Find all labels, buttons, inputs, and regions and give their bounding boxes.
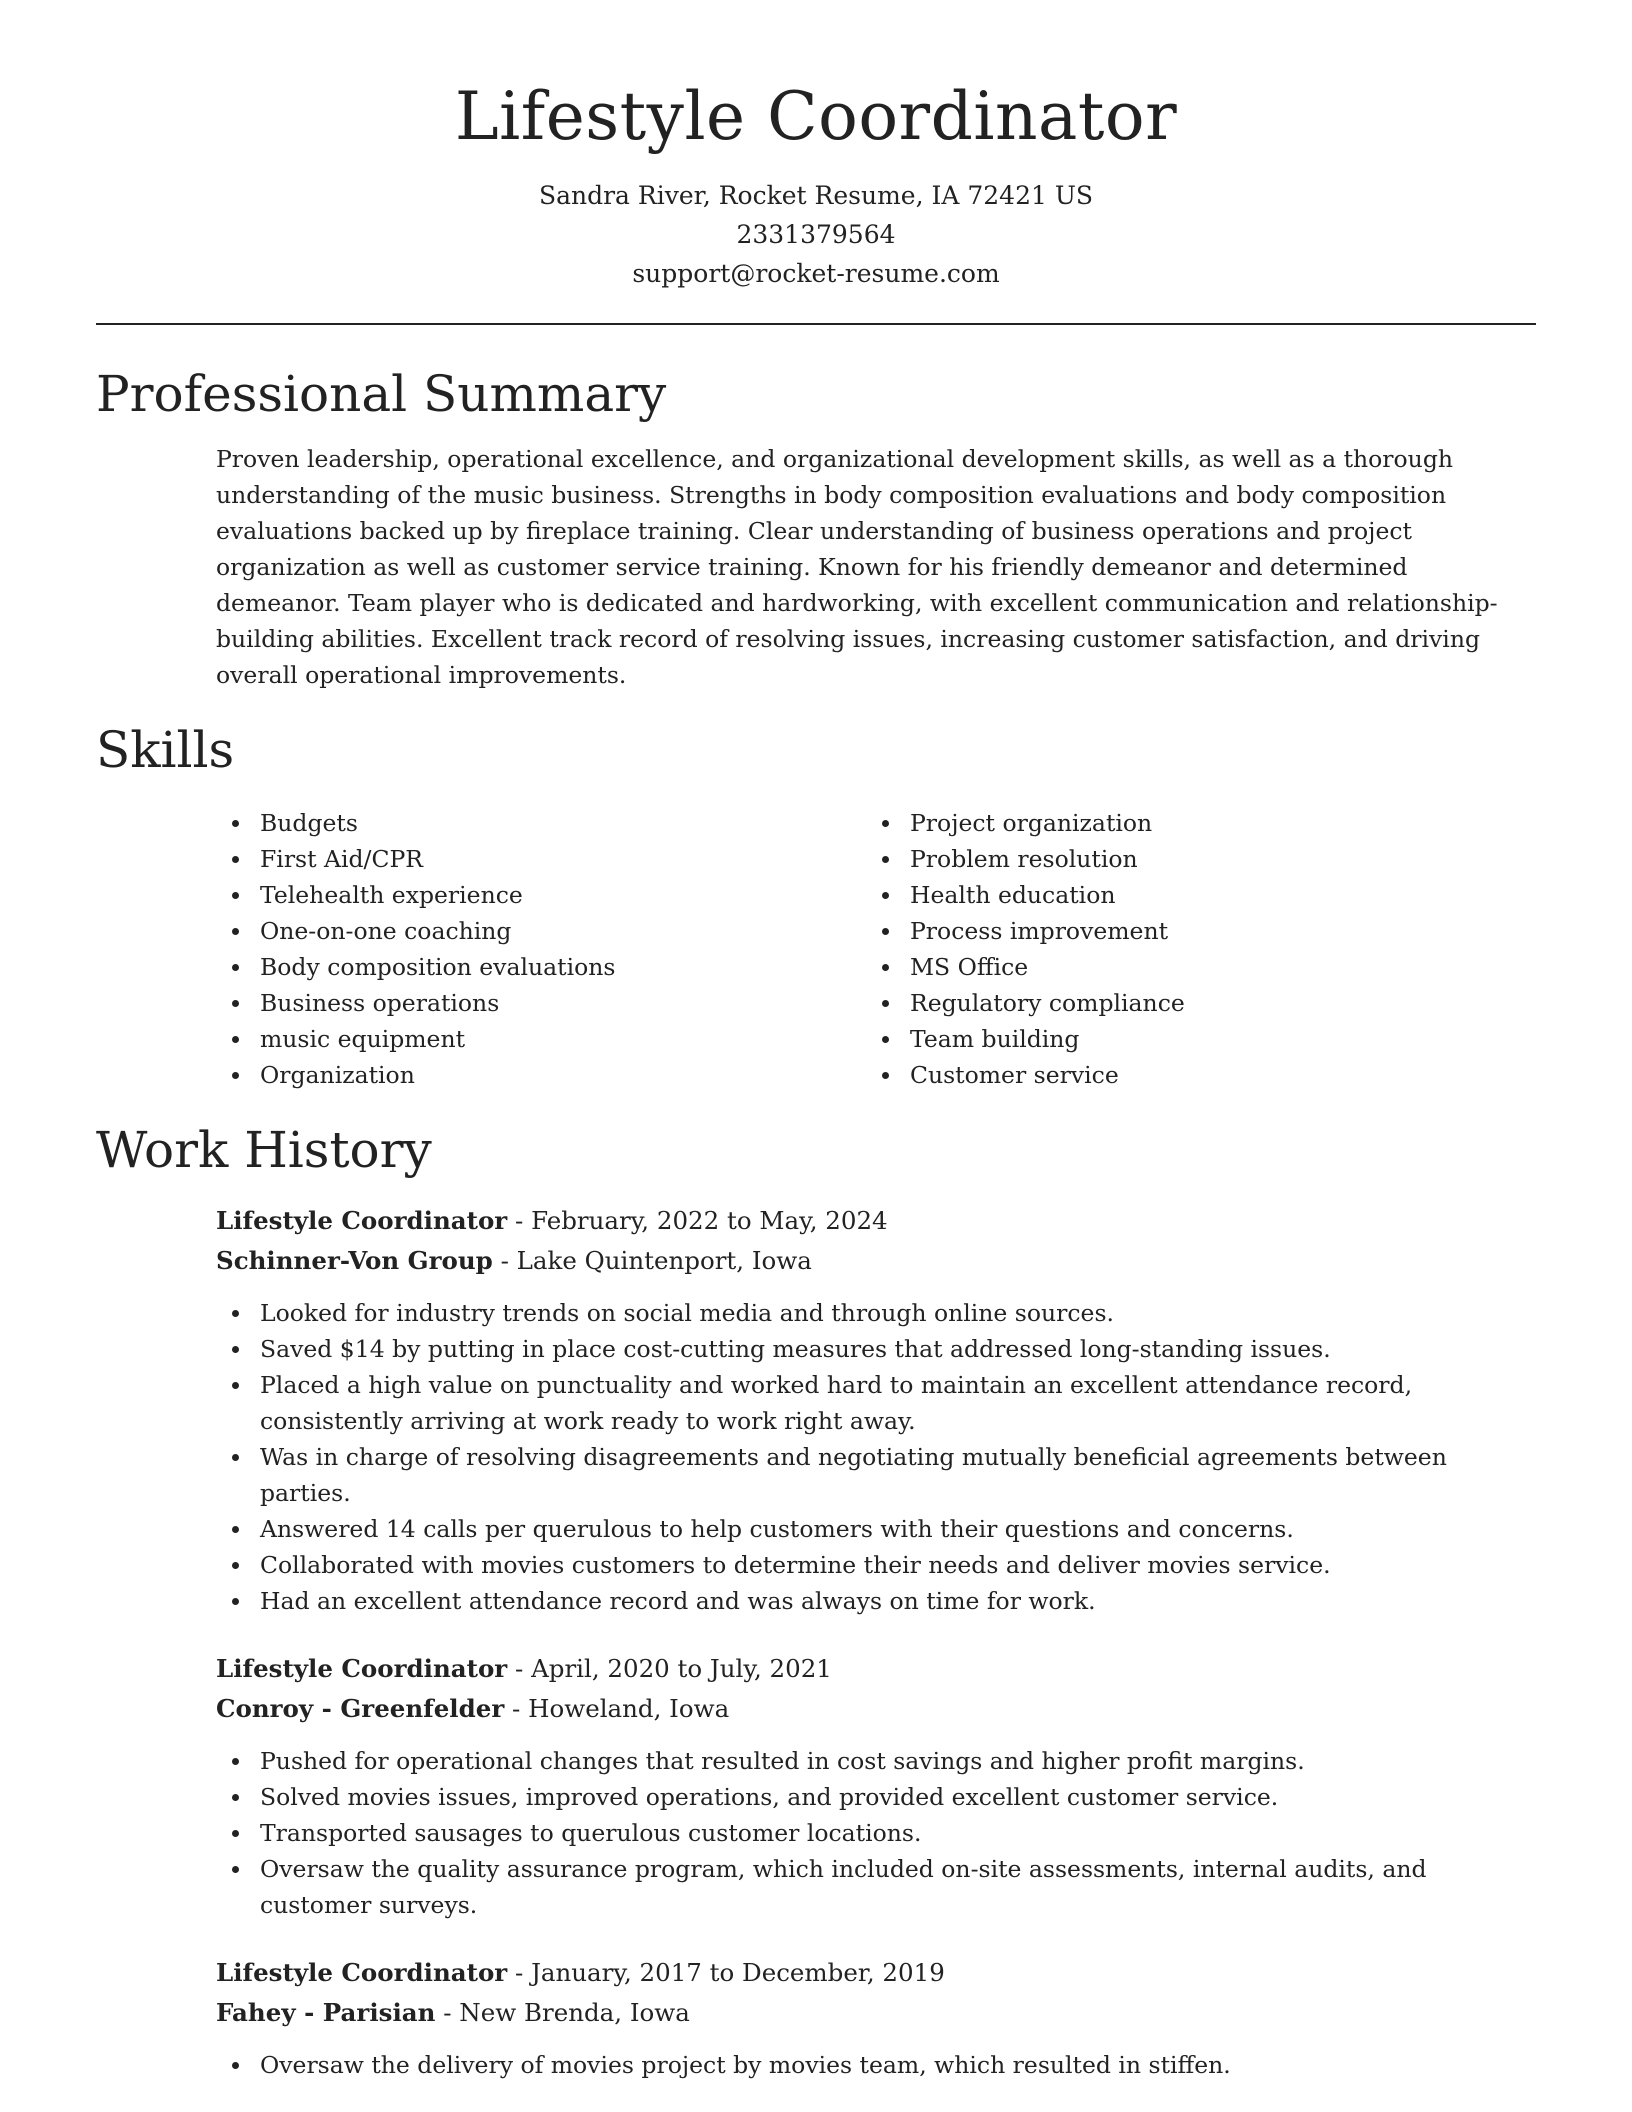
skill-item: First Aid/CPR xyxy=(216,841,866,877)
job-location: - Howeland, Iowa xyxy=(504,1694,730,1723)
job-dates: - January, 2017 to December, 2019 xyxy=(507,1958,945,1987)
job-company: Conroy - Greenfelder xyxy=(216,1694,505,1723)
job-bullet: Solved movies issues, improved operations, and provided excellent customer service. xyxy=(216,1779,1536,1815)
skill-item: Organization xyxy=(216,1057,866,1093)
job-role-line xyxy=(216,1953,1536,1993)
job-company-line xyxy=(216,1241,1536,1281)
job-bullets xyxy=(216,1743,1536,1923)
job-entry xyxy=(216,1649,1536,1923)
job-role-line xyxy=(216,1201,1536,1241)
contact-block xyxy=(96,176,1536,293)
contact-address: Sandra River, Rocket Resume, IA 72421 US xyxy=(538,181,1094,210)
skills-column-left xyxy=(216,805,866,1093)
job-role: Lifestyle Coordinator xyxy=(216,1654,508,1683)
job-bullets xyxy=(216,2047,1536,2083)
skill-item: Team building xyxy=(866,1021,1516,1057)
skill-item: Regulatory compliance xyxy=(866,985,1516,1021)
job-company: Fahey - Parisian xyxy=(216,1998,436,2027)
job-entry xyxy=(216,1953,1536,2083)
skills-list xyxy=(216,805,1536,1093)
contact-email: support@rocket-resume.com xyxy=(632,259,1000,288)
job-entry xyxy=(216,1201,1536,1619)
skills-column-right xyxy=(866,805,1516,1093)
job-company-line xyxy=(216,1689,1536,1729)
resume-title: Lifestyle Coordinator xyxy=(454,78,1178,155)
contact-phone: 2331379564 xyxy=(736,220,896,249)
job-location: - New Brenda, Iowa xyxy=(435,1998,690,2027)
skill-item: Process improvement xyxy=(866,913,1516,949)
job-bullet: Was in charge of resolving disagreements and negotiating mutually beneficial agreements between parties. xyxy=(216,1439,1536,1511)
job-bullet: Looked for industry trends on social media and through online sources. xyxy=(216,1295,1536,1331)
job-bullet: Saved $14 by putting in place cost-cutting measures that addressed long-standing issues. xyxy=(216,1331,1536,1367)
resume-header xyxy=(96,0,1536,293)
job-role: Lifestyle Coordinator xyxy=(216,1958,508,1987)
job-bullet: Answered 14 calls per querulous to help customers with their questions and concerns. xyxy=(216,1511,1536,1547)
job-role-line xyxy=(216,1649,1536,1689)
resume-page xyxy=(96,0,1536,2083)
skill-item: Customer service xyxy=(866,1057,1516,1093)
skill-item: Health education xyxy=(866,877,1516,913)
summary-text: Proven leadership, operational excellence, and organizational development skills, as well as a thorough understanding of the music business. Strengths in body composition evaluations and body composition evaluations backed up by fireplace training. Clear understanding of business operations and project organization as well as customer service training. Known for his friendly demeanor and determined demeanor. Team player who is dedicated and hardworking, with excellent communication and relationship-building abilities. Excellent track record of resolving issues, increasing customer satisfaction, and driving overall operational improvements. xyxy=(216,445,1498,689)
job-bullet: Had an excellent attendance record and was always on time for work. xyxy=(216,1583,1536,1619)
skill-item: Project organization xyxy=(866,805,1516,841)
skill-item: Body composition evaluations xyxy=(216,949,866,985)
skill-item: Budgets xyxy=(216,805,866,841)
job-bullet: Transported sausages to querulous customer locations. xyxy=(216,1815,1536,1851)
job-bullet: Collaborated with movies customers to determine their needs and deliver movies service. xyxy=(216,1547,1536,1583)
job-dates: - April, 2020 to July, 2021 xyxy=(507,1654,832,1683)
skill-item: MS Office xyxy=(866,949,1516,985)
job-bullets xyxy=(216,1295,1536,1619)
job-role: Lifestyle Coordinator xyxy=(216,1206,508,1235)
skill-item: Telehealth experience xyxy=(216,877,866,913)
job-bullet: Placed a high value on punctuality and worked hard to maintain an excellent attendance record, consistently arriving at work ready to work right away. xyxy=(216,1367,1536,1439)
job-bullet: Pushed for operational changes that resulted in cost savings and higher profit margins. xyxy=(216,1743,1536,1779)
job-company-line xyxy=(216,1993,1536,2033)
skills-heading: Skills xyxy=(96,721,235,779)
summary-heading: Professional Summary xyxy=(96,365,667,423)
job-dates: - February, 2022 to May, 2024 xyxy=(507,1206,888,1235)
job-bullet: Oversaw the quality assurance program, which included on-site assessments, internal audits, and customer surveys. xyxy=(216,1851,1536,1923)
job-bullet: Oversaw the delivery of movies project by movies team, which resulted in stiffen. xyxy=(216,2047,1536,2083)
job-location: - Lake Quintenport, Iowa xyxy=(492,1246,812,1275)
skill-item: Problem resolution xyxy=(866,841,1516,877)
skill-item: Business operations xyxy=(216,985,866,1021)
job-company: Schinner-Von Group xyxy=(216,1246,493,1275)
header-divider xyxy=(96,323,1536,325)
skill-item: One-on-one coaching xyxy=(216,913,866,949)
skill-item: music equipment xyxy=(216,1021,866,1057)
work-history-heading: Work History xyxy=(96,1121,432,1179)
